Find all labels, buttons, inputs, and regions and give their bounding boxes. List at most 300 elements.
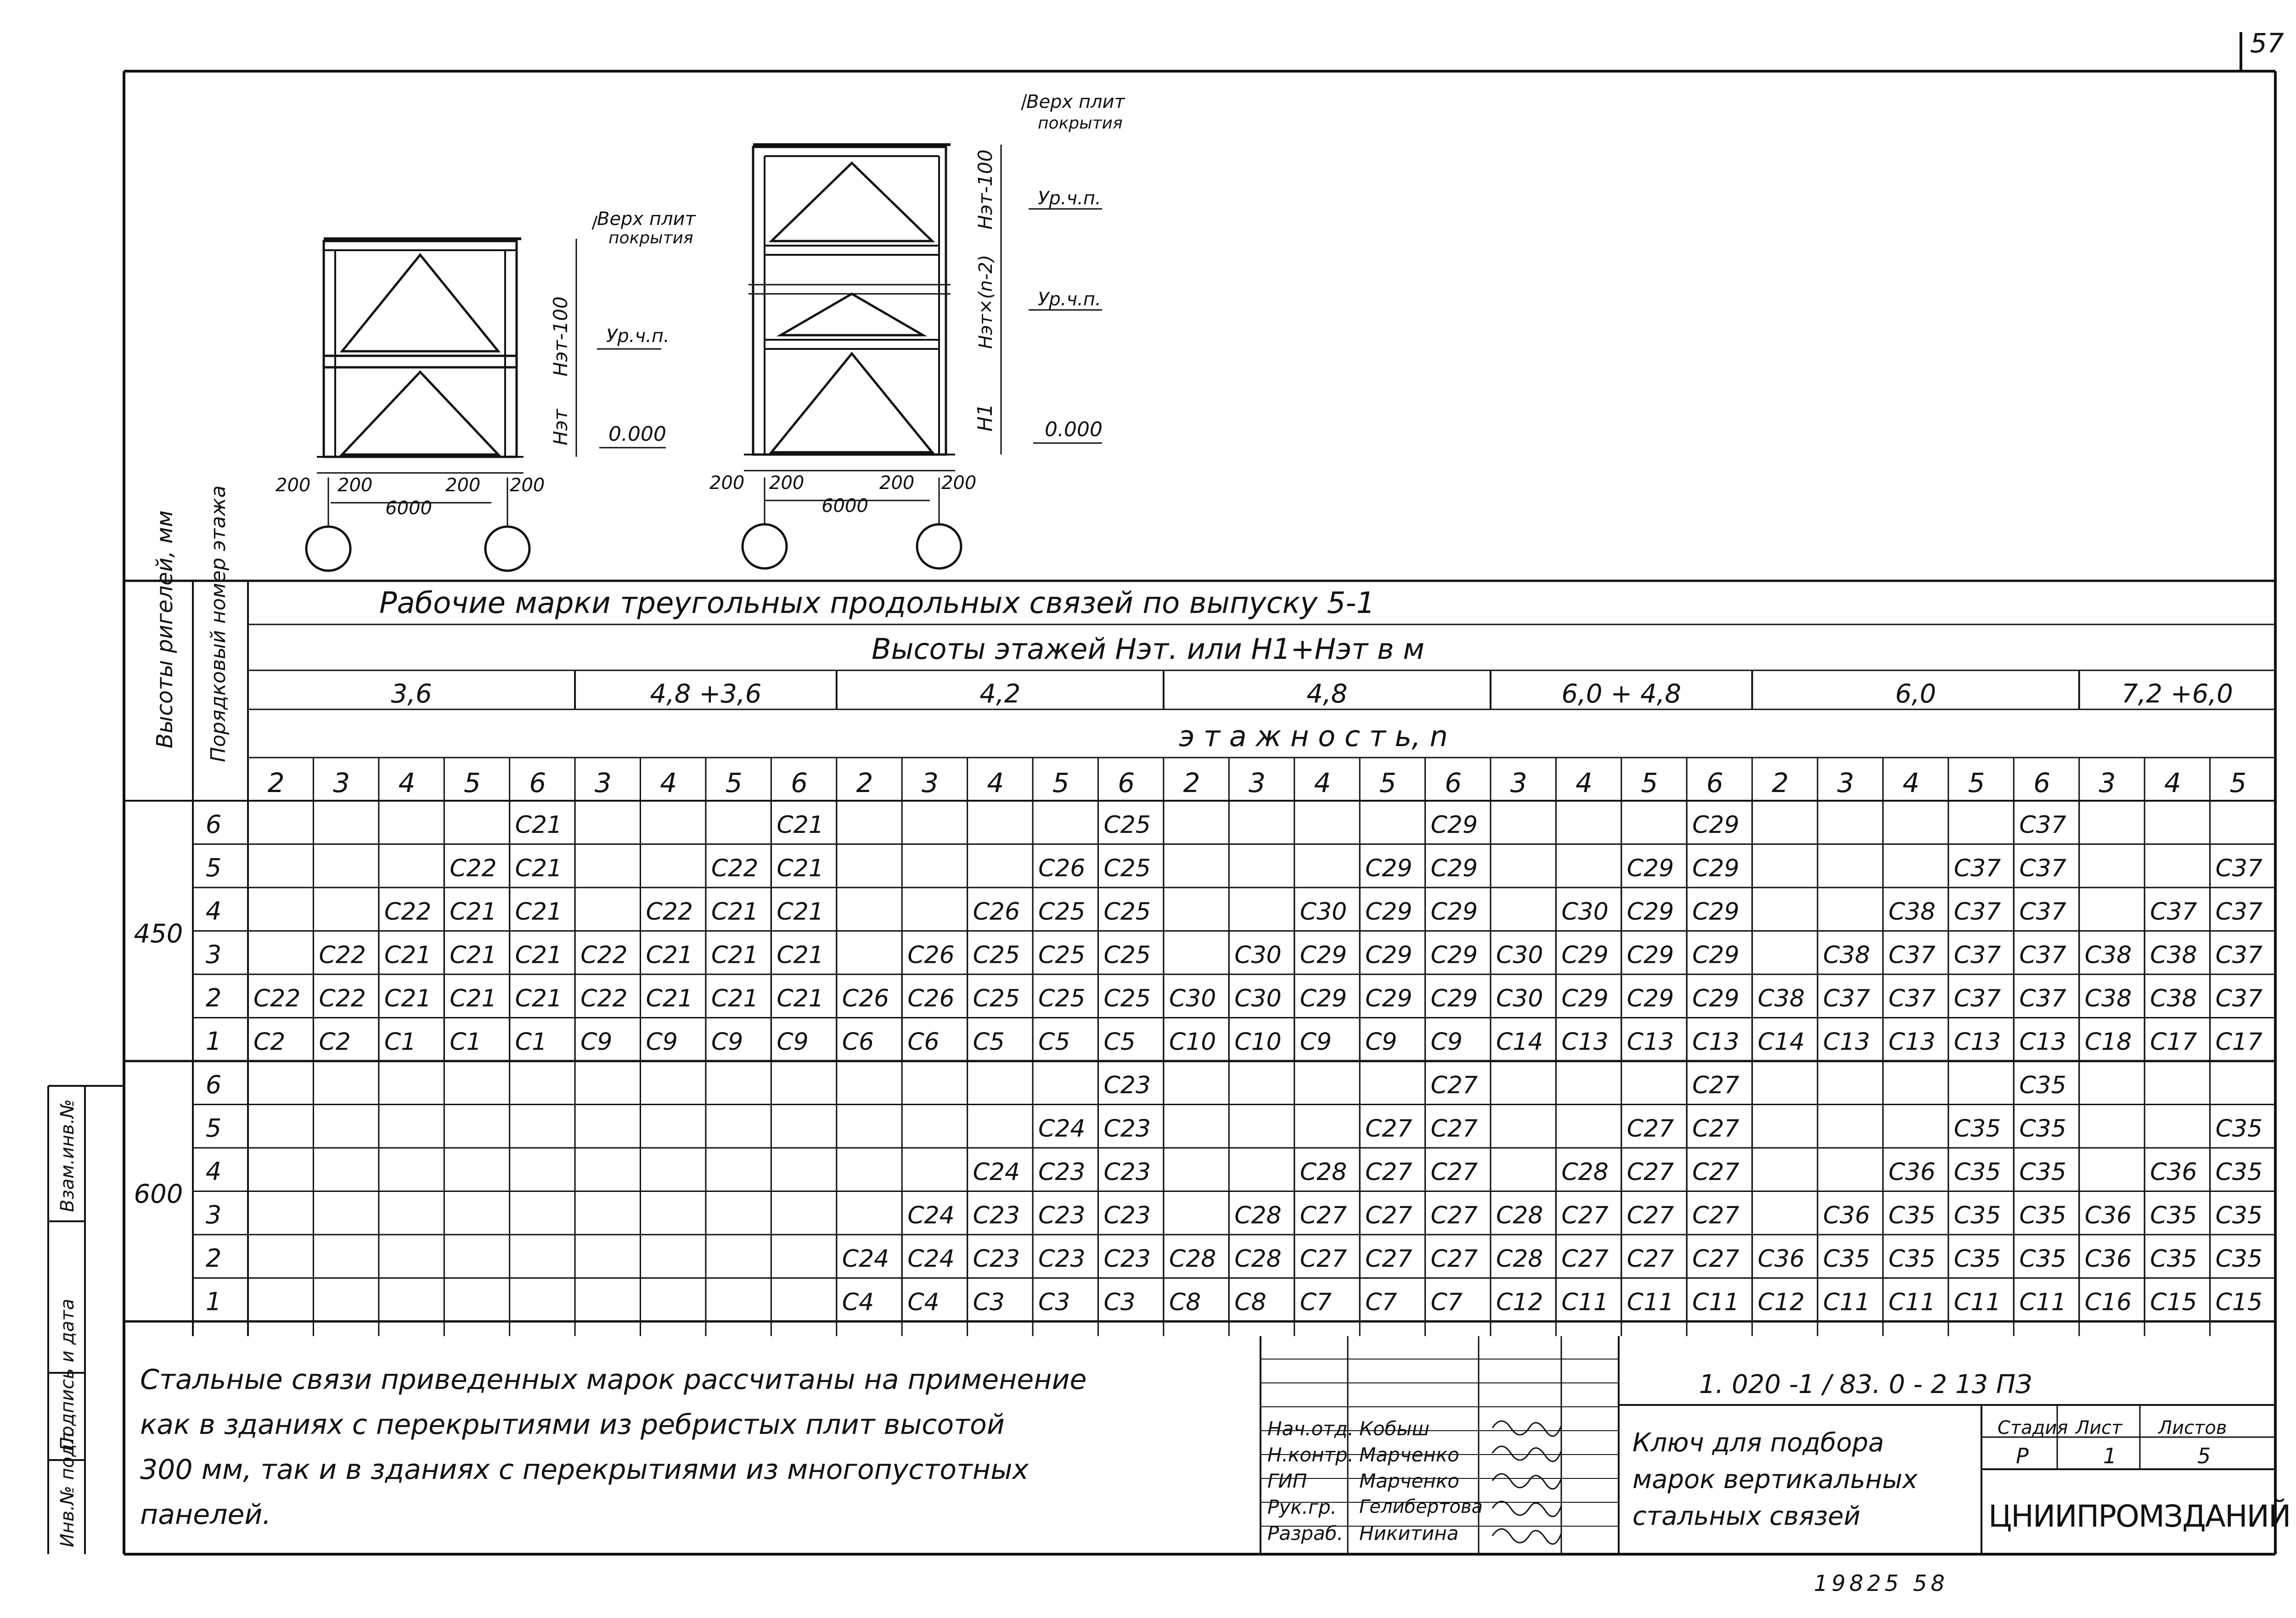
brace-mark-cell: С23 (1038, 1202, 1086, 1230)
axis-bubble (485, 527, 529, 571)
brace-mark-cell: С25 (1038, 898, 1086, 926)
brace-mark-cell: С29 (1626, 854, 1674, 882)
dimension-text: 200 (769, 472, 805, 494)
storey-count-label: 5 (725, 767, 743, 798)
brace-mark-cell: С30 (1169, 985, 1216, 1012)
dimension-text: Нэт (549, 409, 572, 445)
signature-mark (1492, 1421, 1561, 1436)
storey-count-label: 2 (856, 767, 873, 798)
side-stamp-text: Взам.инв.№ (57, 1099, 78, 1212)
brace-mark-cell: С22 (646, 898, 693, 926)
floor-number-cell: 3 (205, 1200, 222, 1230)
table-col-head: Высоты ригелей, мм (152, 510, 178, 748)
floor-number-cell: 6 (205, 1070, 222, 1099)
brace-mark-cell: С38 (2150, 941, 2197, 969)
dimension-text: 200 (879, 472, 915, 494)
storey-count-label: 2 (1772, 767, 1789, 798)
dimension-text: 200 (709, 472, 745, 494)
brace-mark-cell: С35 (2215, 1158, 2263, 1186)
general-note (140, 1364, 1242, 1531)
signature-role: Рук.гр. (1267, 1496, 1337, 1518)
brace-mark-cell: С38 (1888, 898, 1936, 926)
brace-mark-cell: С37 (2215, 898, 2263, 926)
brace-mark-cell: С9 (646, 1028, 678, 1056)
brace-mark-cell: С37 (1953, 898, 2001, 926)
brace-mark-cell: С21 (515, 941, 563, 969)
dimension-text: Нэт-100 (974, 149, 996, 230)
brace-mark-cell: С1 (384, 1028, 416, 1056)
brace-mark-cell: С26 (842, 985, 889, 1012)
brace-mark-cell: С27 (1561, 1245, 1609, 1273)
level-label: Ур.ч.п. (1038, 188, 1101, 209)
signature-name: Марченко (1359, 1470, 1459, 1492)
brace-mark-cell: С23 (1103, 1202, 1151, 1230)
brace-mark-cell: С37 (1888, 941, 1936, 969)
brace-mark-cell: С29 (1692, 811, 1739, 839)
signature-name: Марченко (1359, 1444, 1459, 1466)
brace-mark-cell: С30 (1300, 898, 1347, 926)
storey-count-label: 3 (1249, 767, 1266, 798)
brace-mark-cell: С30 (1496, 941, 1543, 969)
dimension-text: 200 (941, 472, 977, 494)
brace-mark-cell: С35 (1953, 1158, 2001, 1186)
brace-mark-cell: С27 (1626, 1115, 1674, 1143)
storey-count-label: 3 (2099, 767, 2116, 798)
brace-mark-cell: С37 (2150, 898, 2197, 926)
left-lower-brace (342, 372, 498, 455)
brace-mark-cell: С25 (973, 985, 1020, 1012)
brace-mark-cell: С13 (2019, 1028, 2066, 1056)
brace-mark-cell: С27 (1300, 1245, 1347, 1273)
note-line: панелей. (140, 1499, 271, 1531)
brace-mark-cell: С25 (1038, 941, 1086, 969)
brace-mark-cell: С27 (1692, 1158, 1739, 1186)
brace-mark-cell: С6 (842, 1028, 874, 1056)
brace-mark-cell: С8 (1234, 1288, 1266, 1316)
side-stamp-text: Подпись и дата (57, 1298, 78, 1451)
brace-mark-cell: С18 (2084, 1028, 2132, 1056)
storey-count-label: 2 (1183, 767, 1200, 798)
brace-mark-cell: С29 (1626, 898, 1674, 926)
brace-mark-cell: С26 (907, 941, 955, 969)
brace-mark-cell: С22 (253, 985, 301, 1012)
brace-mark-cell: С27 (1430, 1115, 1478, 1143)
brace-mark-cell: С35 (2019, 1158, 2066, 1186)
brace-mark-cell: С27 (1626, 1245, 1674, 1273)
brace-mark-cell: С5 (1103, 1028, 1136, 1056)
brace-mark-cell: С27 (1300, 1202, 1347, 1230)
brace-mark-cell: С29 (1692, 985, 1739, 1012)
storey-count-label: 4 (1902, 767, 1920, 798)
brace-mark-cell: С11 (1823, 1288, 1870, 1316)
storey-count-label: 4 (660, 767, 677, 798)
floor-number-cell: 2 (205, 983, 222, 1012)
brace-mark-cell: С29 (1365, 898, 1412, 926)
span-dimension-text: 6000 (822, 495, 868, 517)
brace-mark-cell: С27 (1365, 1115, 1412, 1143)
brace-mark-cell: С26 (973, 898, 1020, 926)
note-line: Стальные связи приведенных марок рассчитаны на применение (140, 1364, 1087, 1396)
brace-mark-cell: С22 (319, 941, 366, 969)
brace-mark-cell: С24 (973, 1158, 1020, 1186)
floor-number-cell: 6 (205, 810, 222, 839)
brace-mark-cell: С35 (1953, 1202, 2001, 1230)
brace-mark-cell: С35 (1823, 1245, 1870, 1273)
sheet-title-line: марок вертикальных (1632, 1465, 1918, 1494)
brace-mark-cell: С21 (646, 941, 693, 969)
brace-mark-cell: С38 (2084, 985, 2132, 1012)
brace-mark-cell: С35 (1888, 1245, 1936, 1273)
level-label: 0.000 (608, 422, 666, 446)
brace-mark-cell: С4 (907, 1288, 940, 1316)
brace-mark-cell: С7 (1430, 1288, 1463, 1316)
height-group-label: 7,2 +6,0 (2121, 679, 2233, 709)
side-stamp-text: Инв.№ подл. (57, 1426, 78, 1547)
brace-mark-cell: С37 (2019, 985, 2066, 1012)
brace-mark-cell: С36 (2084, 1245, 2132, 1273)
brace-mark-cell: С9 (580, 1028, 613, 1056)
storey-count-label: 6 (1706, 767, 1723, 798)
brace-mark-cell: С23 (1103, 1245, 1151, 1273)
brace-mark-cell: С1 (515, 1028, 547, 1056)
brace-mark-cell: С17 (2215, 1028, 2263, 1056)
storey-count-label: 6 (791, 767, 808, 798)
height-group-label: 6,0 (1895, 679, 1936, 709)
brace-mark-cell: С37 (2215, 985, 2263, 1012)
brace-mark-cell: С27 (1430, 1158, 1478, 1186)
storey-count-label: 4 (987, 767, 1004, 798)
brace-mark-cell: С23 (973, 1202, 1020, 1230)
brace-mark-cell: С27 (1626, 1158, 1674, 1186)
signature-role: Разраб. (1267, 1522, 1344, 1545)
organization-name: ЦНИИПРОМЗДАНИЙ (1988, 1499, 2290, 1534)
right-lower-brace (771, 354, 932, 452)
brace-mark-cell: С23 (1038, 1245, 1086, 1273)
brace-mark-cell: С27 (1430, 1245, 1478, 1273)
brace-mark-cell: С9 (711, 1028, 743, 1056)
signature-name: Никитина (1359, 1522, 1459, 1545)
brace-mark-cell: С21 (384, 985, 432, 1012)
table-title: Рабочие марки треугольных продольных связей по выпуску 5-1 (379, 586, 1375, 620)
brace-mark-cell: С21 (711, 941, 759, 969)
brace-mark-cell: С29 (1365, 941, 1412, 969)
brace-mark-cell: С35 (2019, 1202, 2066, 1230)
brace-mark-cell: С27 (1365, 1158, 1412, 1186)
right-mid-brace (781, 294, 923, 335)
dimension-text: Нэт-100 (549, 296, 572, 376)
page-number: 57 (2250, 28, 2284, 59)
dimension-text: 200 (510, 475, 545, 496)
brace-mark-cell: С27 (1692, 1202, 1739, 1230)
storey-count-label: 3 (594, 767, 612, 798)
storey-count-label: 3 (333, 767, 350, 798)
floor-number-cell: 1 (205, 1287, 222, 1316)
brace-mark-cell: С25 (1103, 854, 1151, 882)
brace-mark-cell: С3 (1038, 1288, 1070, 1316)
brace-mark-cell: С7 (1300, 1288, 1332, 1316)
brace-mark-cell: С11 (1888, 1288, 1936, 1316)
floor-number-cell: 4 (205, 897, 222, 926)
brace-mark-cell: С37 (2019, 811, 2066, 839)
axis-bubble (306, 527, 350, 571)
storey-count-label: 4 (1314, 767, 1331, 798)
level-label: Верх плит (597, 208, 696, 230)
brace-mark-cell: С29 (1365, 985, 1412, 1012)
brace-mark-cell: С27 (1692, 1115, 1739, 1143)
brace-mark-cell: С28 (1169, 1245, 1216, 1273)
table-heights-title: Высоты этажей Нэт. или H1+Нэт в м (871, 632, 1425, 666)
brace-mark-cell: С23 (1038, 1158, 1086, 1186)
brace-mark-cell: С10 (1234, 1028, 1282, 1056)
brace-mark-cell: С38 (1823, 941, 1870, 969)
brace-mark-cell: С21 (777, 941, 824, 969)
storey-count-label: 2 (267, 767, 285, 798)
footer-number: 19825 58 (1814, 1571, 1949, 1596)
brace-mark-cell: С25 (1103, 811, 1151, 839)
height-group-label: 4,2 (979, 679, 1021, 709)
brace-mark-cell: С3 (1103, 1288, 1136, 1316)
sheet-title-line: стальных связей (1632, 1501, 1861, 1531)
brace-mark-cell: С28 (1300, 1158, 1347, 1186)
brace-mark-cell: С29 (1626, 941, 1674, 969)
brace-mark-cell: С6 (907, 1028, 940, 1056)
brace-mark-cell: С27 (1626, 1202, 1674, 1230)
brace-mark-cell: С29 (1561, 941, 1609, 969)
brace-mark-cell: С29 (1626, 985, 1674, 1012)
brace-mark-cell: С28 (1496, 1245, 1543, 1273)
document-code: 1. 020 -1 / 83. 0 - 2 13 ПЗ (1699, 1370, 2032, 1399)
brace-mark-cell: С12 (1757, 1288, 1805, 1316)
brace-mark-cell: С25 (1038, 985, 1086, 1012)
storey-count-label: 4 (398, 767, 416, 798)
brace-mark-cell: С28 (1561, 1158, 1609, 1186)
brace-mark-cell: С21 (450, 898, 497, 926)
brace-mark-cell: С37 (1953, 985, 2001, 1012)
brace-mark-cell: С35 (2215, 1115, 2263, 1143)
brace-mark-cell: С30 (1234, 941, 1282, 969)
brace-mark-cell: С15 (2215, 1288, 2263, 1316)
brace-mark-cell: С35 (2019, 1072, 2066, 1099)
brace-mark-cell: С36 (1888, 1158, 1936, 1186)
brace-mark-cell: С30 (1496, 985, 1543, 1012)
brace-mark-cell: С37 (2215, 941, 2263, 969)
brace-mark-cell: С37 (1953, 854, 2001, 882)
level-label: Ур.ч.п. (606, 326, 670, 347)
brace-mark-cell: С29 (1561, 985, 1609, 1012)
brace-mark-cell: С25 (973, 941, 1020, 969)
brace-mark-cell: С35 (1888, 1202, 1936, 1230)
brace-mark-cell: С36 (2150, 1158, 2197, 1186)
brace-mark-cell: С5 (1038, 1028, 1070, 1056)
dimension-text: H1 (974, 403, 997, 432)
storey-count-label: 6 (1445, 767, 1462, 798)
storey-count-label: 5 (1379, 767, 1396, 798)
floor-number-cell: 4 (205, 1157, 222, 1186)
signature-role: ГИП (1267, 1470, 1307, 1492)
floor-number-cell: 2 (205, 1244, 222, 1273)
floor-number-cell: 1 (205, 1027, 222, 1056)
brace-mark-cell: С35 (2215, 1245, 2263, 1273)
brace-mark-cell: С35 (2019, 1115, 2066, 1143)
storey-count-label: 6 (1118, 767, 1135, 798)
note-line: как в зданиях с перекрытиями из ребристых плит высотой (140, 1409, 1005, 1441)
height-group-label: 6,0 + 4,8 (1561, 679, 1682, 709)
brace-mark-cell: С29 (1430, 811, 1478, 839)
brace-mark-cell: С29 (1300, 941, 1347, 969)
brace-mark-cell: С29 (1430, 898, 1478, 926)
brace-mark-cell: С22 (580, 985, 628, 1012)
brace-mark-cell: С35 (2150, 1202, 2197, 1230)
sheet-title (1632, 1430, 1918, 1529)
brace-mark-cell: С12 (1496, 1288, 1543, 1316)
storey-count-label: 5 (2229, 767, 2247, 798)
brace-mark-cell: С29 (1692, 854, 1739, 882)
brace-mark-cell: С29 (1300, 985, 1347, 1012)
storey-count-label: 6 (2033, 767, 2050, 798)
brace-mark-cell: С4 (842, 1288, 874, 1316)
signature-role: Н.контр. (1267, 1444, 1354, 1466)
brace-mark-cell: С11 (1953, 1288, 2001, 1316)
brace-mark-cell: С16 (2084, 1288, 2132, 1316)
brace-mark-cell: С21 (515, 811, 563, 839)
brace-mark-cell: С9 (1300, 1028, 1332, 1056)
brace-mark-cell: С27 (1430, 1202, 1478, 1230)
brace-mark-cell: С25 (1103, 941, 1151, 969)
brace-mark-cell: С29 (1430, 985, 1478, 1012)
brace-mark-cell: С23 (973, 1245, 1020, 1273)
brace-mark-cell: С36 (2084, 1202, 2132, 1230)
storey-count-label: 3 (1837, 767, 1854, 798)
left-frame-outline (324, 241, 517, 457)
signature-mark (1492, 1501, 1561, 1517)
brace-mark-cell: С38 (1757, 985, 1805, 1012)
sheet-label: Лист (2076, 1417, 2122, 1438)
level-label: покрытия (608, 229, 693, 247)
brace-mark-cell: С28 (1234, 1202, 1282, 1230)
brace-mark-cell: С24 (842, 1245, 889, 1273)
brace-mark-cell: С21 (450, 941, 497, 969)
brace-mark-cell: С27 (1430, 1072, 1478, 1099)
brace-mark-cell: С13 (1692, 1028, 1739, 1056)
brace-mark-cell: С11 (1626, 1288, 1674, 1316)
beam-height-label: 600 (134, 1179, 183, 1209)
axis-bubble (917, 524, 961, 568)
brace-mark-cell: С37 (2019, 898, 2066, 926)
storey-count-label: 4 (1576, 767, 1593, 798)
beam-height-label: 450 (134, 919, 183, 949)
sheets-label: Листов (2158, 1417, 2227, 1438)
brace-mark-cell: С30 (1561, 898, 1609, 926)
signature-name: Кобыш (1359, 1417, 1430, 1440)
height-group-label: 4,8 +3,6 (650, 679, 762, 709)
brace-mark-cell: С29 (1692, 898, 1739, 926)
axis-bubble (743, 524, 787, 568)
brace-mark-cell: С17 (2150, 1028, 2197, 1056)
brace-mark-cell: С13 (1561, 1028, 1609, 1056)
brace-mark-cell: С21 (384, 941, 432, 969)
brace-mark-cell: С7 (1365, 1288, 1397, 1316)
storey-count-label: 5 (464, 767, 481, 798)
sheet-title-line: Ключ для подбора (1632, 1428, 1884, 1458)
brace-mark-cell: С22 (319, 985, 366, 1012)
brace-mark-cell: С21 (450, 985, 497, 1012)
brace-mark-cell: С22 (580, 941, 628, 969)
storey-count-label: 5 (1968, 767, 1985, 798)
brace-mark-cell: С37 (1953, 941, 2001, 969)
brace-mark-cell: С11 (1561, 1288, 1609, 1316)
span-dimension-text: 6000 (385, 498, 432, 519)
brace-mark-cell: С9 (777, 1028, 809, 1056)
leader-line (592, 216, 597, 230)
brace-mark-cell: С25 (1103, 898, 1151, 926)
stage-value: Р (2016, 1444, 2029, 1468)
brace-mark-cell: С38 (2150, 985, 2197, 1012)
brace-mark-cell: С14 (1757, 1028, 1805, 1056)
storey-count-label: 5 (1641, 767, 1658, 798)
dimension-text: Нэт×(n-2) (975, 254, 996, 349)
brace-mark-cell: С23 (1103, 1158, 1151, 1186)
brace-mark-cell: С24 (907, 1202, 955, 1230)
stage-label: Стадия (1998, 1417, 2068, 1438)
leader-line (1022, 94, 1026, 110)
brace-mark-cell: С35 (2019, 1245, 2066, 1273)
storey-count-label: 4 (2164, 767, 2181, 798)
brace-mark-cell: С38 (2084, 941, 2132, 969)
brace-mark-cell: С29 (1430, 941, 1478, 969)
brace-mark-cell: С37 (2215, 854, 2263, 882)
signature-role: Нач.отд. (1267, 1417, 1354, 1440)
brace-mark-cell: С13 (1626, 1028, 1674, 1056)
storey-count-label: 3 (1510, 767, 1527, 798)
brace-mark-cell: С13 (1823, 1028, 1870, 1056)
brace-mark-cell: С24 (907, 1245, 955, 1273)
brace-mark-cell: С37 (1888, 985, 1936, 1012)
brace-mark-cell: С14 (1496, 1028, 1543, 1056)
brace-mark-cell: С27 (1365, 1245, 1412, 1273)
brace-mark-cell: С27 (1365, 1202, 1412, 1230)
brace-mark-cell: С29 (1365, 854, 1412, 882)
level-label: Ур.ч.п. (1038, 289, 1101, 310)
right-upper-brace (771, 163, 932, 241)
brace-mark-cell: С28 (1234, 1245, 1282, 1273)
brace-mark-cell: С37 (2019, 854, 2066, 882)
brace-mark-cell: С27 (1692, 1245, 1739, 1273)
brace-mark-cell: С5 (973, 1028, 1005, 1056)
sheets-value: 5 (2197, 1444, 2211, 1468)
brace-mark-cell: С21 (777, 811, 824, 839)
brace-mark-cell: С2 (319, 1028, 351, 1056)
brace-mark-cell: С11 (2019, 1288, 2066, 1316)
storey-count-label: 5 (1052, 767, 1069, 798)
brace-mark-cell: С21 (711, 898, 759, 926)
dimension-text: 200 (445, 475, 481, 496)
brace-mark-cell: С13 (1888, 1028, 1936, 1056)
brace-mark-cell: С21 (711, 985, 759, 1012)
brace-mark-cell: С23 (1103, 1072, 1151, 1099)
brace-mark-cell: С3 (973, 1288, 1005, 1316)
floor-number-cell: 5 (205, 1113, 222, 1143)
brace-mark-cell: С36 (1823, 1202, 1870, 1230)
brace-mark-cell: С27 (1692, 1072, 1739, 1099)
storey-count-label: 3 (921, 767, 939, 798)
level-label: покрытия (1038, 114, 1123, 133)
brace-mark-cell: С1 (450, 1028, 482, 1056)
right-frame-outline (753, 147, 946, 455)
brace-mark-cell: С37 (1823, 985, 1870, 1012)
storey-count-label: 6 (529, 767, 546, 798)
brace-mark-cell: С25 (1103, 985, 1151, 1012)
brace-mark-cell: С22 (384, 898, 432, 926)
